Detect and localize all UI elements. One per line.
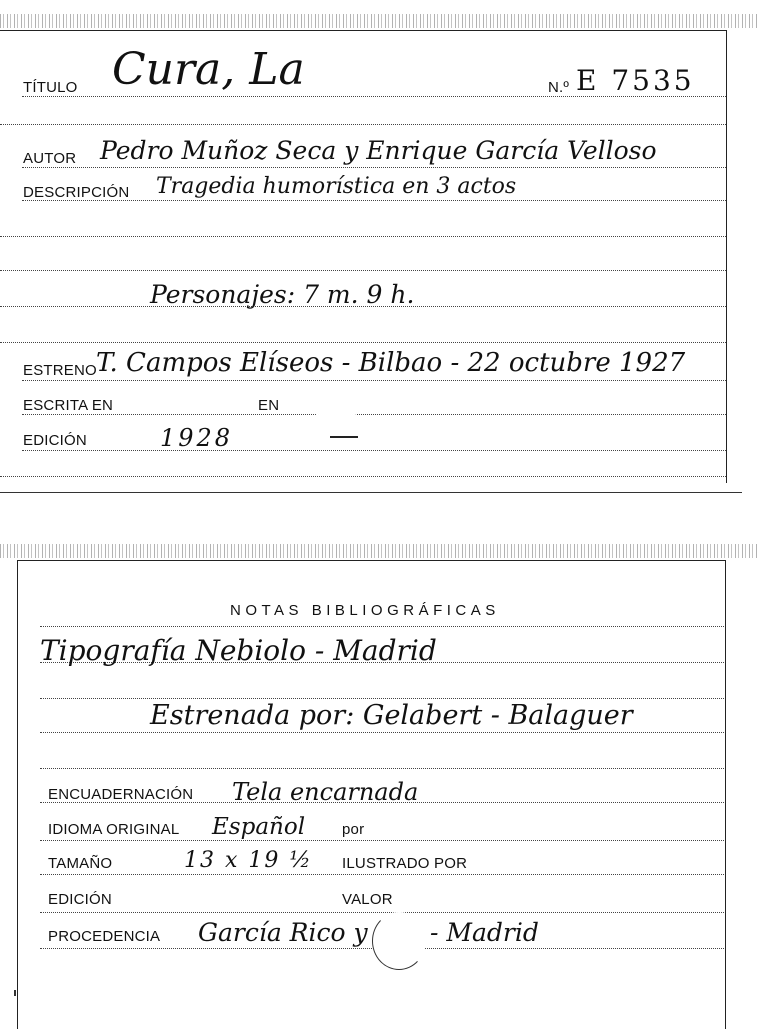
rule [40,768,724,769]
label-ilustrado: ILUSTRADO POR [342,855,468,872]
value-edicion: 1928 [160,424,234,452]
value-personajes: Personajes: 7 m. 9 h. [150,280,415,309]
rule [0,124,726,125]
scan-speck [14,990,16,996]
rule [0,270,726,271]
rule [40,840,724,841]
value-descripcion: Tragedia humorística en 3 actos [156,174,517,199]
rule [40,626,724,627]
rule [0,476,726,477]
label-tamano: TAMAÑO [48,855,113,872]
label-idioma: IDIOMA ORIGINAL [48,821,180,838]
label-numero: N.º [548,79,570,96]
label-autor: AUTOR [23,150,77,167]
rule [22,380,726,381]
label-titulo: TÍTULO [23,79,78,96]
scan-noise-top [0,14,759,28]
value-numero: E 7535 [576,64,695,97]
value-titulo: Cura, La [112,44,305,95]
label-procedencia: PROCEDENCIA [48,928,161,945]
note-line-1: Tipografía Nebiolo - Madrid [40,634,437,667]
label-edicion: EDICIÓN [23,432,87,449]
value-encuadernacion: Tela encarnada [232,778,419,806]
redaction-blot [372,912,426,970]
rule [40,874,724,875]
rule [22,450,726,451]
value-estreno: T. Campos Elíseos - Bilbao - 22 octubre 1927 [96,348,686,378]
rule [40,912,724,913]
value-autor: Pedro Muñoz Seca y Enrique García Velloso [100,136,657,165]
label-descripcion: DESCRIPCIÓN [23,184,130,201]
label-escrita-en: ESCRITA EN [23,397,114,414]
label-estreno: ESTRENO [23,362,97,379]
label-edicion-2: EDICIÓN [48,891,112,908]
rule [0,342,726,343]
redaction-blot [312,388,360,422]
rule [40,732,724,733]
label-valor: VALOR [342,891,393,908]
rule [40,698,724,699]
notes-heading: NOTAS BIBLIOGRÁFICAS [230,602,500,619]
value-idioma: Español [212,814,306,840]
note-line-2: Estrenada por: Gelabert - Balaguer [150,700,633,731]
label-por: por [342,821,365,838]
rule [22,414,726,415]
value-procedencia-b: - Madrid [430,918,539,947]
label-en: EN [258,397,280,414]
rule [22,167,726,168]
value-procedencia-a: García Rico y [198,918,368,947]
value-tamano: 13 x 19 ½ [184,848,313,873]
rule [0,236,726,237]
card-separator [0,492,742,493]
catalog-card-front [0,30,727,483]
pen-stroke [330,436,358,438]
label-encuadernacion: ENCUADERNACIÓN [48,786,194,803]
scan-noise-middle [0,544,759,558]
